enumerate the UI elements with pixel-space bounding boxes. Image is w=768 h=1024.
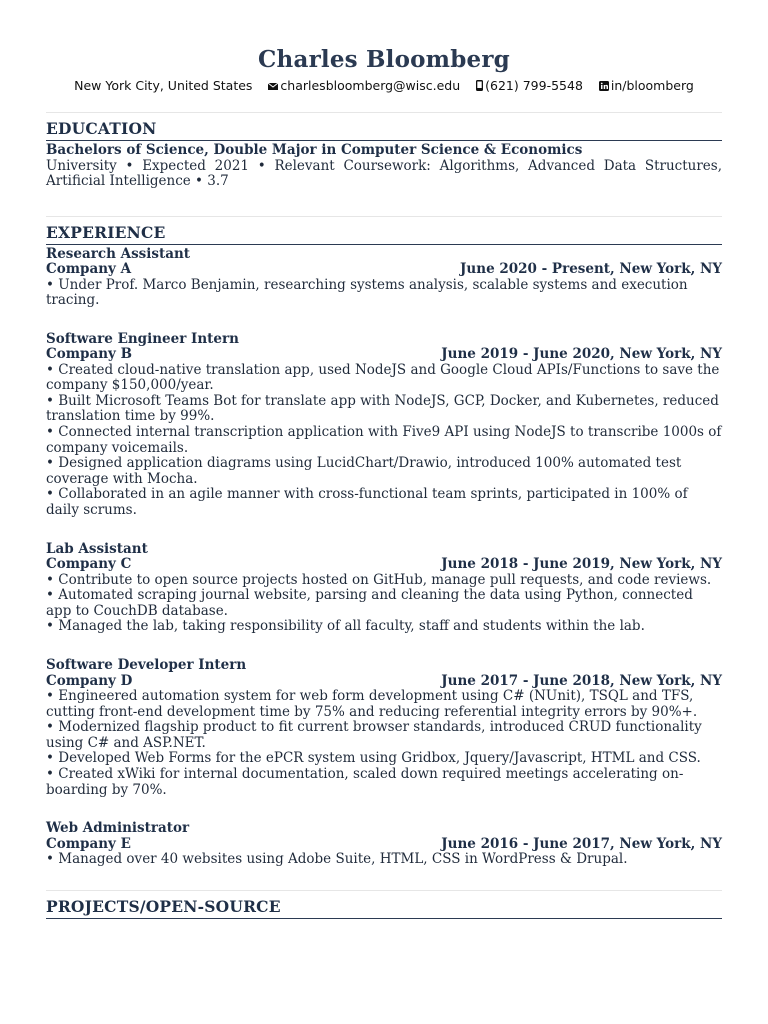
divider	[46, 216, 722, 217]
job-company: Company B	[46, 346, 132, 363]
candidate-name: Charles Bloomberg	[258, 46, 510, 73]
location-text: New York City, United States	[74, 78, 253, 93]
job-dates: June 2017 - June 2018, New York, NY	[441, 672, 722, 689]
section-rule	[46, 140, 722, 141]
experience-section	[46, 223, 722, 868]
envelope-icon	[268, 79, 278, 94]
projects-section	[46, 897, 722, 919]
phone-icon	[476, 79, 483, 94]
divider	[46, 112, 722, 113]
job-bullet: • Contribute to open source projects hosted on GitHub, manage pull requests, and code reviews.	[46, 571, 712, 588]
job-dates: June 2020 - Present, New York, NY	[460, 261, 722, 277]
job-meta	[46, 557, 722, 573]
job-bullet: • Created cloud-native translation app, used NodeJS and Google Cloud APIs/Functions to save the company $150,000/year.	[46, 361, 720, 394]
job-role: Lab Assistant	[46, 540, 148, 557]
job-entry	[46, 247, 722, 309]
section-title-education: EDUCATION	[46, 119, 157, 138]
job-bullet: • Managed the lab, taking responsibility of all faculty, staff and students within the lab.	[46, 618, 645, 635]
job-bullet: • Designed application diagrams using LucidChart/Drawio, introduced 100% automated test coverage with Mocha.	[46, 455, 682, 487]
job-meta	[46, 262, 722, 278]
degree-title: Bachelors of Science, Double Major in Computer Science & Economics	[46, 142, 583, 158]
contact-line	[46, 78, 722, 94]
job-bullet: • Under Prof. Marco Benjamin, researching systems analysis, scalable systems and execution tracing.	[46, 276, 688, 309]
job-meta	[46, 674, 722, 690]
job-company: Company A	[46, 261, 132, 277]
section-rule	[46, 244, 722, 245]
education-details: University • Expected 2021 • Relevant Coursework: Algorithms, Advanced Data Structures, Artificial Intelligence • 3.7	[46, 157, 722, 189]
job-bullet: • Built Microsoft Teams Bot for translate app with NodeJS, GCP, Docker, and Kubernetes, reduced translation time by 99%.	[46, 392, 719, 425]
job-bullet: • Created xWiki for internal documentation, scaled down required meetings accelerating on-boarding by 70%.	[46, 765, 684, 798]
job-company: Company E	[46, 835, 131, 852]
section-rule	[46, 918, 722, 919]
education-section	[46, 119, 722, 190]
job-bullet: • Developed Web Forms for the ePCR system using Gridbox, Jquery/Javascript, HTML and CSS.	[46, 750, 701, 767]
job-bullet: • Collaborated in an agile manner with cross-functional team sprints, participated in 100% of daily scrums.	[46, 486, 688, 519]
job-entry	[46, 542, 722, 635]
job-bullet: • Managed over 40 websites using Adobe Suite, HTML, CSS in WordPress & Drupal.	[46, 851, 628, 868]
job-meta	[46, 347, 722, 363]
job-entry	[46, 332, 722, 519]
job-entry	[46, 821, 722, 868]
job-company: Company C	[46, 556, 132, 573]
job-bullet: • Connected internal transcription application with Five9 API using NodeJS to transcribe 1000s of company voicemails.	[46, 424, 722, 456]
job-role: Web Administrator	[46, 820, 190, 837]
job-role: Software Developer Intern	[46, 657, 247, 673]
job-entry	[46, 658, 722, 798]
phone-text[interactable]: (621) 799-5548	[485, 78, 583, 93]
linkedin-link[interactable]: in/bloomberg	[610, 78, 694, 93]
resume-page	[46, 0, 722, 919]
divider	[46, 890, 722, 891]
job-role: Software Engineer Intern	[46, 330, 239, 347]
section-title-experience: EXPERIENCE	[46, 222, 166, 242]
linkedin-icon	[599, 79, 609, 94]
job-bullet: • Engineered automation system for web form development using C# (NUnit), TSQL and TFS, cutting front-end development time by 75% and reducing referential integrity errors by 90%+.	[46, 688, 698, 720]
job-dates: June 2019 - June 2020, New York, NY	[441, 346, 722, 363]
job-dates: June 2018 - June 2019, New York, NY	[441, 556, 722, 573]
job-bullet: • Automated scraping journal website, parsing and cleaning the data using Python, connected app to CouchDB database.	[46, 587, 693, 619]
section-title-projects: PROJECTS/OPEN-SOURCE	[46, 896, 281, 916]
job-bullet: • Modernized flagship product to fit current browser standards, introduced CRUD functionality using C# and ASP.NET.	[46, 719, 702, 751]
job-role: Research Assistant	[46, 245, 191, 262]
job-company: Company D	[46, 672, 133, 689]
job-dates: June 2016 - June 2017, New York, NY	[441, 835, 722, 852]
email-link[interactable]: charlesbloomberg@wisc.edu	[280, 78, 461, 93]
job-meta	[46, 837, 722, 853]
